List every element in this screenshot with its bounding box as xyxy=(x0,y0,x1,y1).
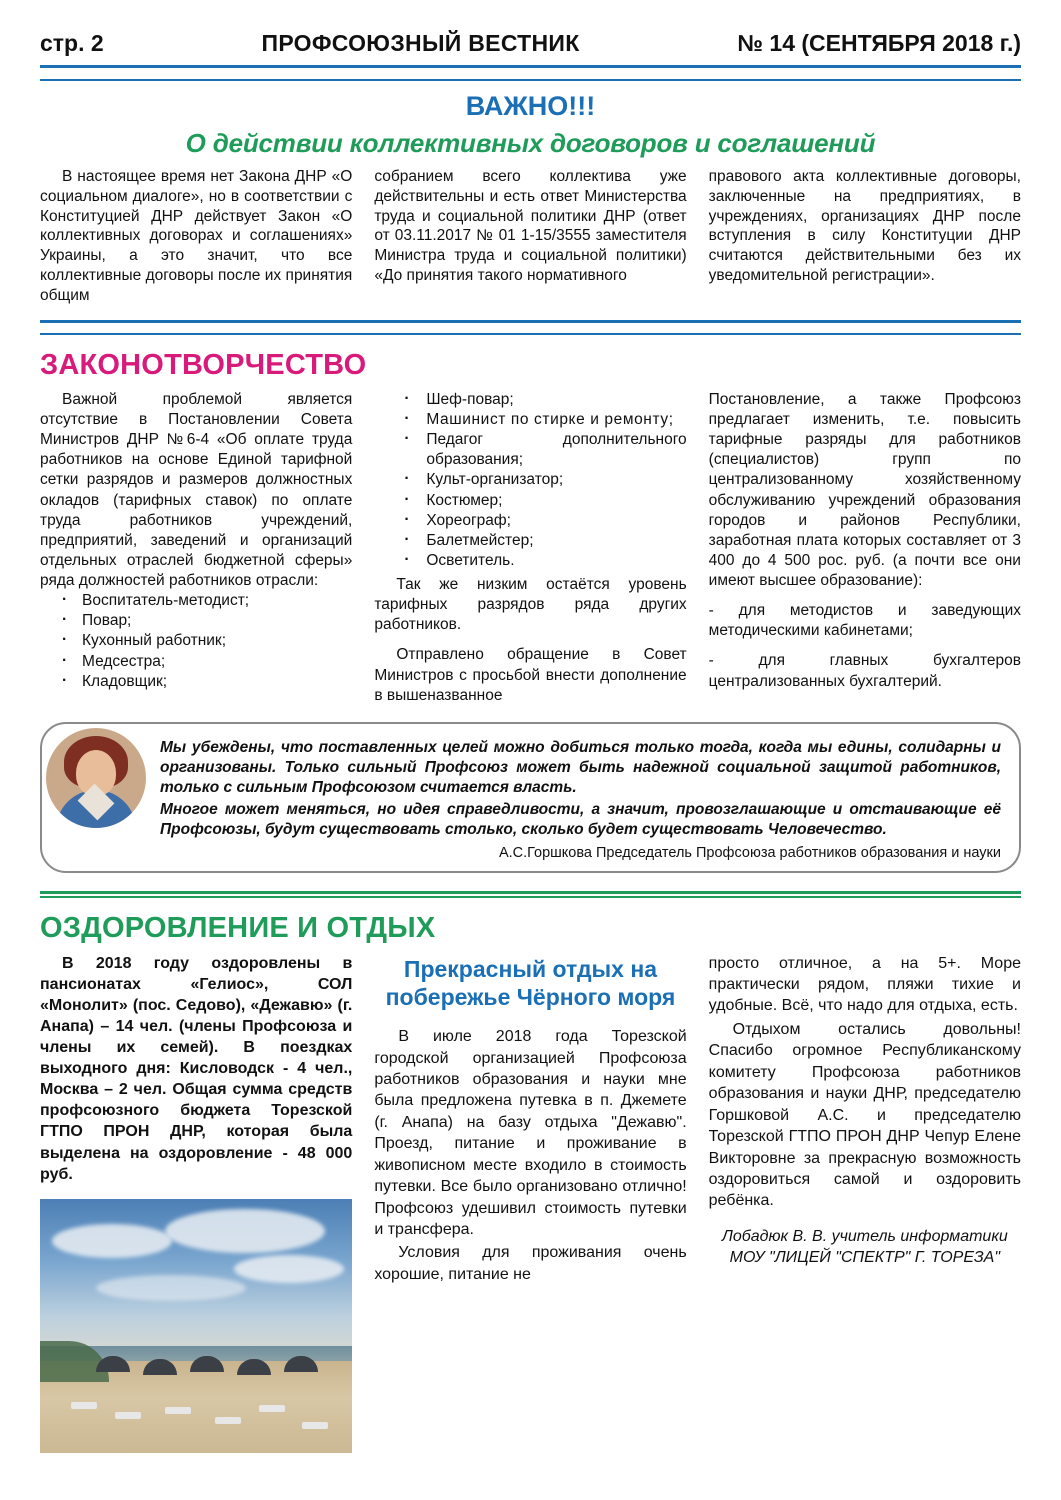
list-item: · Кухонный работник; xyxy=(40,631,352,651)
lawmaking-col2-p1: Так же низким остаётся уровень тарифных разрядов ряда других работников. xyxy=(374,576,687,634)
lawmaking-col-1 xyxy=(40,390,352,706)
article-paragraph-1: В июле 2018 года Торезской городской организацией Профсоюза работников образования и науки мне была предложена путевка в п. Джемете (г. Анапа) на базу отдыха "Дежавю". Проезд, питание и проживание в живописном месте входило в стоимость путевки. Все было организовано отлично! Профсоюз удешивил стоимость путевки и трансфера. xyxy=(374,1028,687,1239)
list-item: · Повар; xyxy=(40,611,352,631)
paper-title: ПРОФСОЮЗНЫЙ ВЕСТНИК xyxy=(261,30,580,56)
list-item: · Балетмейстер; xyxy=(374,531,686,551)
quote-block xyxy=(40,722,1021,873)
quote-box xyxy=(40,722,1021,873)
article-author: Лобадюк В. В. учитель информатики МОУ "ЛИЦЕЙ "СПЕКТР" Г. ТОРЕЗА" xyxy=(721,1227,1008,1267)
lawmaking-col3-p1: Постановление, а также Профсоюз предлагает изменить, т.е. повысить тарифные разряды для работников (специалистов) групп по централизованному хозяйственному обслуживанию учреждений образования городов и районов Республики, заработная плата которых составляет от 3 400 до 4 500 рос. руб. (а почти все они имеют высшее образование): xyxy=(708,390,1021,590)
health-title: ОЗДОРОВЛЕНИЕ И ОТДЫХ xyxy=(40,911,436,944)
photo-lounger xyxy=(215,1417,241,1424)
list-item: · Хореограф; xyxy=(374,511,686,531)
health-col-1 xyxy=(40,953,352,1453)
article-title: Прекрасный отдых на побережье Чёрного моря xyxy=(385,955,676,1011)
list-item: · Культ-организатор; xyxy=(374,470,686,490)
photo-lounger xyxy=(302,1422,328,1429)
article-paragraph-3: просто отличное, а на 5+. Море практически рядом, пляжи тихие и удобные. Всё, что надо для отдыха, есть. xyxy=(708,954,1021,1015)
health-col-3 xyxy=(709,953,1021,1453)
lawmaking-col-3 xyxy=(709,390,1021,706)
article-body-left xyxy=(374,1026,686,1285)
lawmaking-title: ЗАКОНОТВОРЧЕСТВО xyxy=(40,348,367,381)
beach-photo xyxy=(40,1199,352,1453)
quote-signature: А.С.Горшкова Председатель Профсоюза работников образования и науки xyxy=(498,844,1001,861)
article-paragraph-2: Условия для проживания очень хорошие, питание не xyxy=(374,1244,687,1283)
important-kicker: ВАЖНО!!! xyxy=(465,91,596,121)
list-item: · Педагог дополнительного образования; xyxy=(374,430,686,470)
list-item: · Воспитатель-методист; xyxy=(40,591,352,611)
important-col-1: В настоящее время нет Закона ДНР «О социальном диалоге», но в соответствии с Конституцией ДНР действует Закон «О коллективных договорах и соглашениях» Украины, а это значит, что все коллективные договоры после их принятия общим xyxy=(40,168,353,304)
masthead xyxy=(0,0,1061,57)
photo-lounger xyxy=(71,1402,97,1409)
photo-lounger xyxy=(259,1405,285,1412)
list-item: · Машинист по стирке и ремонту; xyxy=(374,410,686,430)
article-body-right xyxy=(709,953,1021,1212)
lawmaking-col2-list xyxy=(374,390,686,571)
quote-paragraph-1: Мы убеждены, что поставленных целей можно добиться только тогда, когда мы едины, солидарны и организованы. Только сильный Профсоюз может быть надежной социальной защитой работников, только с сильным Профсоюзом считается власть. xyxy=(160,738,1001,797)
list-item: · Шеф-повар; xyxy=(374,390,686,410)
important-col-2: собранием всего коллектива уже действительны и есть ответ Министерства труда и социальной политики ДНР (ответ от 03.11.2017 № 01 1-15/3555 заместителя Министра труда и социальной политики) «До принятия такого нормативного xyxy=(374,168,687,285)
list-item: · Кладовщик; xyxy=(40,672,352,692)
lawmaking-columns xyxy=(0,382,1061,706)
lawmaking-col2-p2: Отправлено обращение в Совет Министров с просьбой внести дополнение в вышеназванное xyxy=(374,646,687,704)
important-col-3: правового акта коллективные договоры, заключенные на предприятиях, в учреждениях, организациях ДНР после вступления в силу Конституции ДНР считаются действительными без их уведомительной регистрации». xyxy=(708,168,1021,285)
list-item: · Осветитель. xyxy=(374,551,686,571)
lawmaking-col1-text: Важной проблемой является отсутствие в Постановлении Совета Министров ДНР №6-4 «Об оплате труда работников на основе Единой тарифной сетки разрядов и размеров должностных окладов (тарифных ставок) по оплате труда работников учреждений, предприятий, заведений и организаций отдельных отраслей бюджетной сферы» ряда должностей работников отрасли: xyxy=(40,390,353,590)
page-number: стр. 2 xyxy=(40,30,104,56)
health-header xyxy=(0,898,1061,945)
health-col-2 xyxy=(374,953,686,1453)
photo-lounger xyxy=(115,1412,141,1419)
important-section xyxy=(0,81,1061,159)
health-lead: В 2018 году оздоровлены в пансионатах «Гелиос», СОЛ «Монолит» (пос. Седово), «Дежавю» (г. Анапа) – 14 чел. (члены Профсоюза и члены их семей). В поездках выходного дня: Кисловодск - 4 чел., Москва – 2 чел. Общая сумма средств профсоюзного бюджета Торезской ГТПО ПРОН ДНР, которая была выделена на оздоровление - 48 000 руб. xyxy=(40,954,353,1183)
avatar xyxy=(46,728,146,828)
photo-cloud xyxy=(165,1209,325,1253)
quote-paragraph-2: Многое может меняться, но идея справедливости, а значит, провозглашающие и отстаивающие её Профсоюзы, будут существовать столько, сколько будет существовать Человечество. xyxy=(160,801,1001,839)
photo-lounger xyxy=(165,1407,191,1414)
lawmaking-col3-p2: - для методистов и заведующих методическими кабинетами; xyxy=(708,602,1021,640)
lawmaking-col3-p3: - для главных бухгалтеров централизованных бухгалтерий. xyxy=(708,652,1021,690)
article-paragraph-4: Отдыхом остались довольны! Спасибо огромное Республиканскому комитету Профсоюза работников образования и науки ДНР, председателю Горшковой А.С. и председателю Торезской ГТПО ПРОН ДНР Чепур Елене Викторовне за прекрасную возможность оздоровиться самой и оздоровить ребёнка. xyxy=(708,1020,1021,1210)
important-columns xyxy=(0,167,1061,306)
issue-label: № 14 (СЕНТЯБРЯ 2018 г.) xyxy=(737,30,1021,56)
health-columns xyxy=(0,945,1061,1453)
list-item: · Медсестра; xyxy=(40,652,352,672)
important-title: О действии коллективных договоров и соглашений xyxy=(185,128,876,158)
lawmaking-header xyxy=(0,335,1061,382)
list-item: · Костюмер; xyxy=(374,491,686,511)
lawmaking-col-2 xyxy=(374,390,686,706)
photo-cloud xyxy=(96,1275,246,1301)
lawmaking-col1-list xyxy=(40,591,352,692)
photo-cloud xyxy=(234,1255,344,1283)
